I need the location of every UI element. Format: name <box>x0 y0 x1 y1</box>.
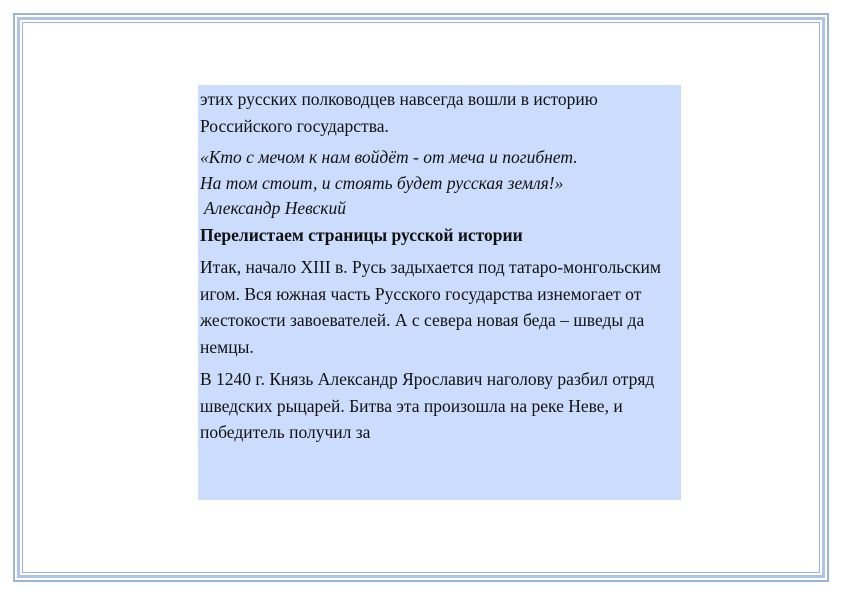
intro-paragraph: этих русских полководцев навсегда вошли в историю Российского государства. <box>200 89 598 136</box>
paragraph-1: Итак, начало XIII в. Русь задыхается под татаро-монгольским игом. Вся южная часть Русского государства изнемогает от жестокости завоевателей. А с севера новая беда – шведы да немцы. <box>200 257 661 357</box>
section-heading: Перелистаем страницы русской истории <box>200 225 523 245</box>
slide-text-block <box>198 85 681 500</box>
paragraph-2: В 1240 г. Князь Александр Ярославич наголову разбил отряд шведских рыцарей. Битва эта произошла на реке Неве, и победитель получил за <box>200 369 655 442</box>
quote-line-2: На том стоит, и стоять будет русская земля!» <box>200 173 564 193</box>
quote-line-1: «Кто с мечом к нам войдёт - от меча и погибнет. <box>200 147 578 167</box>
quote-author: Александр Невский <box>204 198 346 218</box>
